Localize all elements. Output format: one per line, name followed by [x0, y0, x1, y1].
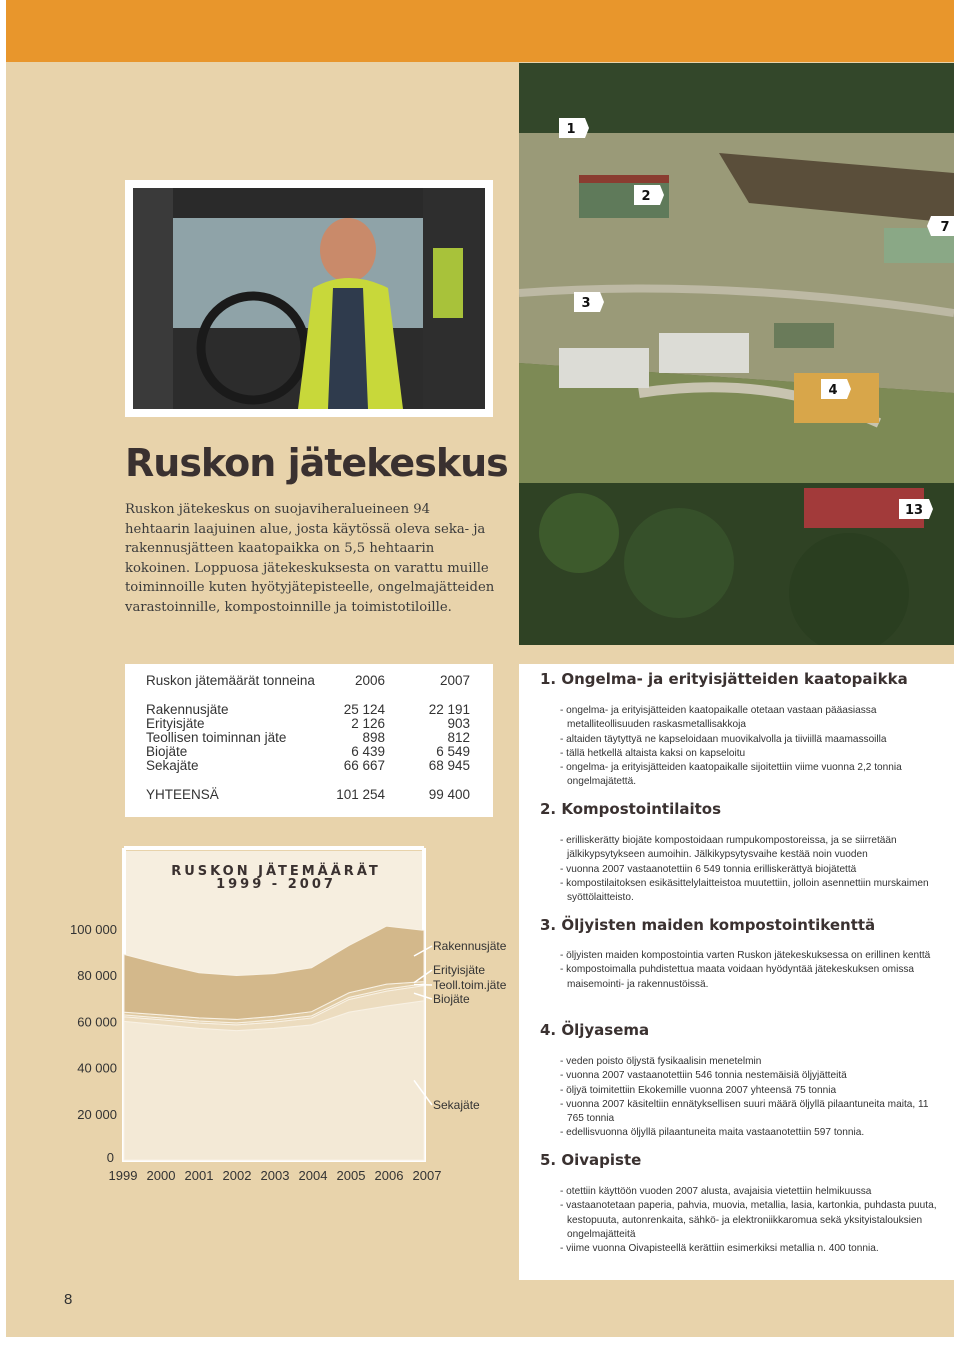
aerial-photo-site	[519, 63, 954, 645]
x-tick-label: 2005	[336, 1168, 366, 1183]
chart-title: RUSKON JÄTEMÄÄRÄT	[171, 864, 381, 879]
table-cell: Rakennusjäte	[146, 702, 229, 717]
photo-marker	[574, 292, 604, 312]
section-list	[560, 834, 948, 905]
section-list	[560, 949, 948, 992]
list-item: - vuonna 2007 käsiteltiin ennätyksellisen suuri määrä öljyllä pilaantuneita maita, 11 765 tonnia	[560, 1098, 929, 1125]
list-item: - kompostoimalla puhdistettua maata voidaan hyödyntää jätekeskuksen omissa maisemointi- ja rakennustöissä.	[560, 964, 915, 990]
table-header-year: 2006	[354, 673, 385, 688]
page-number: 8	[64, 1291, 73, 1308]
svg-text:13: 13	[904, 503, 924, 518]
table-cell: Erityisjäte	[146, 716, 205, 731]
y-tick-label: 40 000	[77, 1060, 117, 1076]
photo-marker	[634, 185, 664, 205]
table-header-label: Ruskon jätemäärät tonneina	[146, 673, 315, 688]
legend-label: Rakennusjäte	[433, 939, 507, 953]
list-item: - öljyisten maiden kompostointia varten Ruskon jätekeskuksessa on erillinen kenttä	[560, 950, 931, 961]
table-cell: 6 549	[436, 744, 470, 759]
y-tick-label: 60 000	[77, 1014, 117, 1030]
section-list	[560, 704, 948, 790]
intro-paragraph: Ruskon jätekeskus on suojaviheralueineen 94 hehtaarin laajuinen alue, josta käytössä oleva seka- ja rakennusjätteen kaatopaikka on 5,5 hehtaarin kokoinen. Loppuosa jätekeskuksesta on varattu muille toiminnoille kuten hyötyjätepisteelle, ongelmajätteiden varastoinnille, kompostoinnille ja toimistotiloille.	[125, 502, 495, 615]
list-item: - veden poisto öljystä fysikaalisin menetelmin	[560, 1056, 762, 1067]
legend-label: Sekajäte	[433, 1098, 480, 1112]
table-cell: 812	[447, 730, 470, 745]
photo-marker	[899, 499, 929, 519]
legend-label: Erityisjäte	[433, 963, 486, 977]
y-tick-label: 80 000	[77, 968, 117, 984]
section-title: 5. Oivapiste	[540, 1151, 642, 1169]
table-cell: 903	[447, 716, 470, 731]
section-title: 3. Öljyisten maiden kompostointikenttä	[540, 916, 876, 934]
sections-panel	[519, 664, 954, 1280]
y-tick-label: 20 000	[77, 1106, 117, 1122]
table-cell: 101 254	[336, 787, 385, 802]
list-item: - vuonna 2007 vastaanotettiin 546 tonnia nestemäisiä öljyjätteitä	[560, 1070, 847, 1082]
list-item: - ongelma- ja erityisjätteiden kaatopaikalle sijoitettiin viime vuonna 2,2 tonnia ongelmajätettä.	[560, 762, 902, 788]
x-tick-label: 2003	[260, 1168, 290, 1183]
table-cell: 22 191	[428, 702, 470, 717]
list-item: - vastaanotetaan paperia, pahvia, muovia, metallia, lasia, kartonkia, puhdasta puuta, kestopuuta, autonrenkaita, sähkö- ja elektroniikkaromua sekä yksityistalouksien ongelmajätteitä	[560, 1200, 937, 1240]
svg-text:7: 7	[940, 220, 950, 235]
table-cell: 2 126	[351, 716, 385, 731]
table-header-year: 2007	[439, 673, 470, 688]
section-title: 2. Kompostointilaitos	[540, 800, 722, 818]
x-tick-label: 2002	[222, 1168, 252, 1183]
page-title: Ruskon jätekeskus	[125, 441, 508, 485]
table-cell: 898	[362, 730, 385, 745]
list-item: - vuonna 2007 vastaanotettiin 6 549 tonnia erilliskerättyä biojätettä	[560, 863, 857, 875]
table-cell: 66 667	[343, 758, 385, 773]
svg-text:4: 4	[828, 383, 838, 398]
legend-label: Teoll.toim.jäte	[433, 978, 507, 992]
list-item: - tällä hetkellä altaista kaksi on kapseloitu	[560, 747, 746, 759]
section-title: 4. Öljyasema	[540, 1021, 650, 1039]
legend-label: Biojäte	[433, 992, 470, 1006]
list-item: - viime vuonna Oivapisteellä kerättiin esimerkiksi metallia n. 400 tonnia.	[560, 1243, 879, 1255]
svg-text:1: 1	[566, 122, 576, 137]
table-cell: 25 124	[343, 702, 385, 717]
list-item: - otettiin käyttöön vuoden 2007 alusta, avajaisia vietettiin helmikuussa	[560, 1186, 872, 1197]
x-tick-label: 2000	[146, 1168, 176, 1183]
x-tick-label: 2001	[184, 1168, 214, 1183]
svg-text:3: 3	[581, 296, 591, 311]
list-item: - öljyä toimitettiin Ekokemille vuonna 2007 yhteensä 75 tonnia	[560, 1084, 837, 1096]
table-cell: YHTEENSÄ	[146, 787, 219, 802]
section-title: 1. Ongelma- ja erityisjätteiden kaatopaikka	[540, 670, 908, 688]
list-item: - erilliskerätty biojäte kompostoidaan rumpukompostoreissa, ja se siirretään jälkikypsytykseen aumoihin. Jälkikypsytysvaihe kestää noin vuoden	[560, 835, 897, 861]
table-cell: 99 400	[428, 787, 470, 802]
list-item: - ongelma- ja erityisjätteiden kaatopaikalle otetaan vastaan pääasiassa metalliteollisuuden raskasmetallisakkoja	[560, 705, 877, 731]
table-cell: Teollisen toiminnan jäte	[146, 730, 287, 745]
list-item: - kompostilaitoksen esikäsittelylaitteistoa muutettiin, jolloin asennettiin murskaimen syöttölaitteisto.	[560, 877, 929, 904]
chart-subtitle: 1999 - 2007	[216, 877, 336, 892]
table-cell: Biojäte	[146, 744, 188, 759]
list-item: - altaiden täytyttyä ne kapseloidaan muovikalvolla ja tiiviillä maamassoilla	[560, 733, 887, 745]
svg-text:2: 2	[641, 189, 651, 204]
table-cell: 68 945	[428, 758, 470, 773]
x-tick-label: 2006	[374, 1168, 404, 1183]
section-list	[560, 1185, 948, 1256]
table-cell: Sekajäte	[146, 758, 199, 773]
photo-marker	[821, 379, 851, 399]
x-tick-label: 2004	[298, 1168, 328, 1183]
section-list	[560, 1055, 948, 1141]
list-item: - edellisvuonna öljyllä pilaantuneita maita vastaanotettiin 597 tonnia.	[560, 1127, 865, 1139]
y-tick-label: 0	[106, 1150, 114, 1165]
x-tick-label: 2007	[412, 1168, 442, 1183]
y-tick-label: 100 000	[70, 922, 117, 937]
photo-marker	[559, 118, 589, 138]
table-cell: 6 439	[351, 744, 385, 759]
x-tick-label: 1999	[108, 1168, 138, 1183]
photo-marker	[927, 216, 957, 236]
